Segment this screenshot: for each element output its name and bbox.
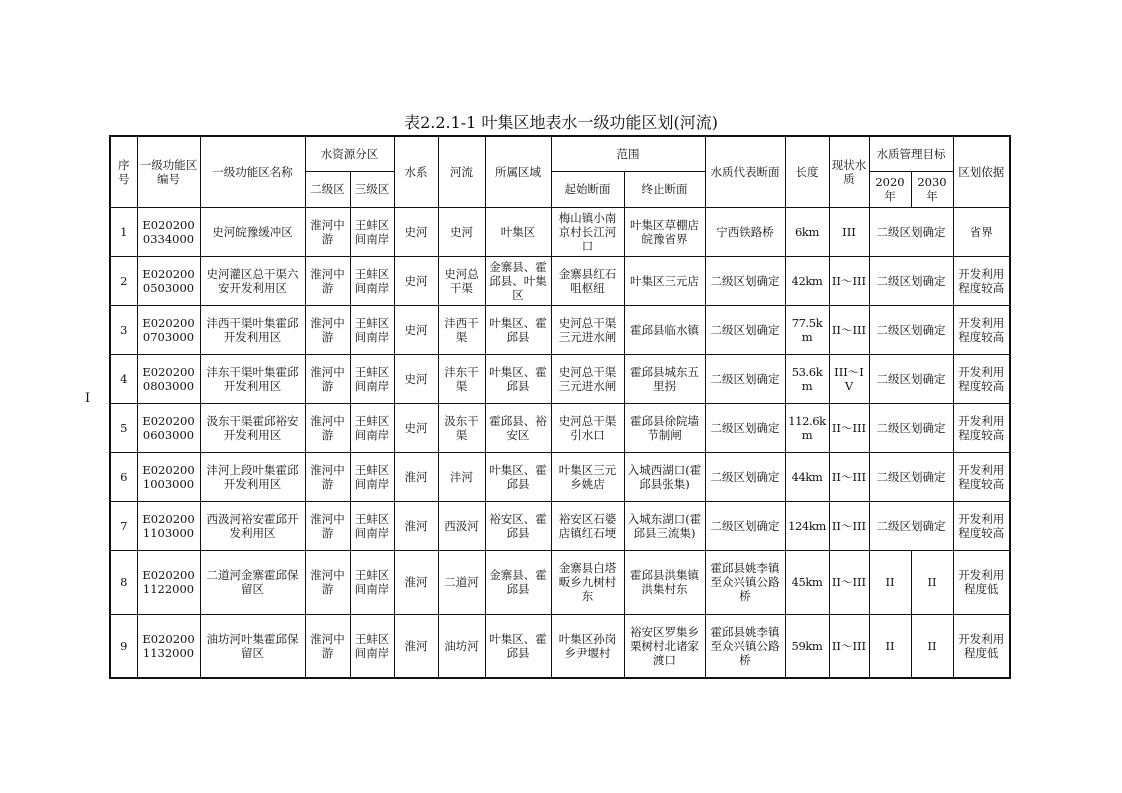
cell-length: 77.5km (785, 305, 829, 354)
header-end: 终止断面 (624, 171, 705, 207)
cell-seq: 4 (110, 354, 137, 403)
table-row (110, 452, 1010, 501)
cell-name: 沣西干渠叶集霍邱开发利用区 (200, 305, 305, 354)
cell-rep: 霍邱县姚李镇至众兴镇公路桥 (705, 614, 785, 678)
cell-start: 叶集区孙岗乡尹堰村 (551, 614, 624, 678)
cell-start: 金寨县红石咀枢纽 (551, 256, 624, 305)
cell-code: E0202001132000 (137, 614, 200, 678)
cell-level3: 王蚌区间南岸 (350, 403, 394, 452)
cell-system: 淮河 (394, 614, 438, 678)
cell-basis: 开发利用程度较高 (953, 501, 1010, 550)
cell-start: 裕安区石婆店镇红石埂 (551, 501, 624, 550)
cell-seq: 9 (110, 614, 137, 678)
cell-name: 二道河金寨霍邱保留区 (200, 550, 305, 614)
cell-code: E0202001003000 (137, 452, 200, 501)
cell-code: E0202000603000 (137, 403, 200, 452)
header-2030: 2030年 (911, 171, 953, 207)
header-rep: 水质代表断面 (705, 136, 785, 207)
cell-system: 淮河 (394, 501, 438, 550)
cell-area: 叶集区、霍邱县 (485, 452, 551, 501)
cell-name: 史河灌区总干渠六安开发利用区 (200, 256, 305, 305)
cell-end: 入城西湖口(霍邱县张集) (624, 452, 705, 501)
cell-code: E0202000703000 (137, 305, 200, 354)
cell-end: 裕安区罗集乡栗树村北诸家渡口 (624, 614, 705, 678)
cell-start: 叶集区三元乡姚店 (551, 452, 624, 501)
cell-target-2030: II (911, 550, 953, 614)
cell-river: 西汲河 (438, 501, 485, 550)
header-water-resource: 水资源分区 (305, 136, 394, 171)
cell-area: 叶集区、霍邱县 (485, 614, 551, 678)
table-row (110, 501, 1010, 550)
cell-system: 史河 (394, 256, 438, 305)
cell-quality: II～III (829, 305, 869, 354)
cell-river: 史河 (438, 207, 485, 256)
table-row (110, 354, 1010, 403)
cell-name: 沣东干渠叶集霍邱开发利用区 (200, 354, 305, 403)
cell-target: 二级区划确定 (869, 207, 953, 256)
cell-target-2020: II (869, 614, 911, 678)
header-level2: 二级区 (305, 171, 350, 207)
header-river: 河流 (438, 136, 485, 207)
cell-rep: 二级区划确定 (705, 501, 785, 550)
table-row (110, 614, 1010, 678)
cell-level2: 淮河中游 (305, 403, 350, 452)
cell-system: 史河 (394, 354, 438, 403)
cell-quality: II～III (829, 550, 869, 614)
cell-target: 二级区划确定 (869, 354, 953, 403)
cell-length: 6km (785, 207, 829, 256)
cell-area: 叶集区 (485, 207, 551, 256)
cell-level3: 王蚌区间南岸 (350, 305, 394, 354)
cell-name: 油坊河叶集霍邱保留区 (200, 614, 305, 678)
cell-code: E0202000803000 (137, 354, 200, 403)
cell-system: 史河 (394, 403, 438, 452)
cell-quality: II～III (829, 256, 869, 305)
cell-level2: 淮河中游 (305, 207, 350, 256)
cell-length: 112.6km (785, 403, 829, 452)
cell-river: 沣西干渠 (438, 305, 485, 354)
cell-rep: 宁西铁路桥 (705, 207, 785, 256)
cell-seq: 6 (110, 452, 137, 501)
table-row (110, 305, 1010, 354)
cell-level3: 王蚌区间南岸 (350, 550, 394, 614)
cell-level3: 王蚌区间南岸 (350, 614, 394, 678)
cell-rep: 二级区划确定 (705, 354, 785, 403)
table-title: 表2.2.1-1 叶集区地表水一级功能区划(河流) (404, 113, 718, 132)
cell-level2: 淮河中游 (305, 305, 350, 354)
cell-basis: 开发利用程度较高 (953, 256, 1010, 305)
cell-level3: 王蚌区间南岸 (350, 256, 394, 305)
cell-level2: 淮河中游 (305, 256, 350, 305)
cell-length: 59km (785, 614, 829, 678)
cell-name: 沣河上段叶集霍邱开发利用区 (200, 452, 305, 501)
header-seq: 序号 (110, 136, 137, 207)
cell-level2: 淮河中游 (305, 501, 350, 550)
cell-river: 沣东干渠 (438, 354, 485, 403)
cell-area: 裕安区、霍邱县 (485, 501, 551, 550)
cell-code: E0202001122000 (137, 550, 200, 614)
cell-level2: 淮河中游 (305, 614, 350, 678)
cell-end: 叶集区三元店 (624, 256, 705, 305)
cell-system: 史河 (394, 207, 438, 256)
cell-basis: 开发利用程度低 (953, 614, 1010, 678)
cell-system: 史河 (394, 305, 438, 354)
cell-basis: 开发利用程度较高 (953, 403, 1010, 452)
cell-area: 霍邱县、裕安区 (485, 403, 551, 452)
cell-quality: III (829, 207, 869, 256)
header-name: 一级功能区名称 (200, 136, 305, 207)
cell-start: 史河总干渠引水口 (551, 403, 624, 452)
cell-target-2030: II (911, 614, 953, 678)
header-quality: 现状水质 (829, 136, 869, 207)
header-basis: 区划依据 (953, 136, 1010, 207)
cell-quality: II～III (829, 501, 869, 550)
cell-river: 史河总干渠 (438, 256, 485, 305)
cell-area: 叶集区、霍邱县 (485, 305, 551, 354)
cell-target: 二级区划确定 (869, 501, 953, 550)
cell-end: 叶集区草棚店皖豫省界 (624, 207, 705, 256)
cell-seq: 1 (110, 207, 137, 256)
cell-level3: 王蚌区间南岸 (350, 501, 394, 550)
page-number: I (85, 391, 91, 406)
cell-rep: 二级区划确定 (705, 305, 785, 354)
cell-river: 二道河 (438, 550, 485, 614)
cell-end: 霍邱县洪集镇洪集村东 (624, 550, 705, 614)
cell-basis: 省界 (953, 207, 1010, 256)
cell-code: E0202000503000 (137, 256, 200, 305)
cell-river: 油坊河 (438, 614, 485, 678)
header-start: 起始断面 (551, 171, 624, 207)
cell-basis: 开发利用程度较高 (953, 354, 1010, 403)
cell-level2: 淮河中游 (305, 550, 350, 614)
cell-end: 霍邱县城东五里拐 (624, 354, 705, 403)
cell-rep: 霍邱县姚李镇至众兴镇公路桥 (705, 550, 785, 614)
cell-basis: 开发利用程度较高 (953, 452, 1010, 501)
header-2020: 2020年 (869, 171, 911, 207)
cell-seq: 2 (110, 256, 137, 305)
cell-target: 二级区划确定 (869, 256, 953, 305)
cell-end: 入城东湖口(霍邱县三流集) (624, 501, 705, 550)
header-system: 水系 (394, 136, 438, 207)
cell-seq: 8 (110, 550, 137, 614)
cell-start: 史河总干渠三元进水闸 (551, 305, 624, 354)
cell-system: 淮河 (394, 550, 438, 614)
cell-quality: II～III (829, 452, 869, 501)
cell-end: 霍邱县徐院墙节制闸 (624, 403, 705, 452)
cell-length: 53.6km (785, 354, 829, 403)
table-row (110, 207, 1010, 256)
cell-basis: 开发利用程度低 (953, 550, 1010, 614)
cell-code: E0202000334000 (137, 207, 200, 256)
cell-river: 沣河 (438, 452, 485, 501)
cell-target-2020: II (869, 550, 911, 614)
cell-length: 42km (785, 256, 829, 305)
cell-start: 金寨县白塔畈乡九树村东 (551, 550, 624, 614)
cell-start: 梅山镇小南京村长江河口 (551, 207, 624, 256)
cell-rep: 二级区划确定 (705, 403, 785, 452)
cell-level3: 王蚌区间南岸 (350, 354, 394, 403)
cell-system: 淮河 (394, 452, 438, 501)
cell-level2: 淮河中游 (305, 452, 350, 501)
cell-seq: 3 (110, 305, 137, 354)
table-row (110, 256, 1010, 305)
cell-quality: II～III (829, 614, 869, 678)
cell-start: 史河总干渠三元进水闸 (551, 354, 624, 403)
cell-rep: 二级区划确定 (705, 256, 785, 305)
cell-length: 45km (785, 550, 829, 614)
cell-area: 金寨县、霍邱县、叶集区 (485, 256, 551, 305)
cell-seq: 7 (110, 501, 137, 550)
cell-target: 二级区划确定 (869, 403, 953, 452)
cell-quality: II～III (829, 403, 869, 452)
cell-name: 史河皖豫缓冲区 (200, 207, 305, 256)
header-level3: 三级区 (350, 171, 394, 207)
function-zone-table (109, 135, 1011, 679)
cell-name: 汲东干渠霍邱裕安开发利用区 (200, 403, 305, 452)
cell-quality: III～IV (829, 354, 869, 403)
table-row (110, 550, 1010, 614)
cell-basis: 开发利用程度较高 (953, 305, 1010, 354)
header-code: 一级功能区编号 (137, 136, 200, 207)
cell-area: 叶集区、霍邱县 (485, 354, 551, 403)
table-row (110, 403, 1010, 452)
cell-rep: 二级区划确定 (705, 452, 785, 501)
cell-length: 44km (785, 452, 829, 501)
cell-level2: 淮河中游 (305, 354, 350, 403)
cell-end: 霍邱县临水镇 (624, 305, 705, 354)
cell-length: 124km (785, 501, 829, 550)
cell-river: 汲东干渠 (438, 403, 485, 452)
header-target: 水质管理目标 (869, 136, 953, 171)
header-range: 范围 (551, 136, 705, 171)
header-length: 长度 (785, 136, 829, 207)
cell-area: 金寨县、霍邱县 (485, 550, 551, 614)
cell-seq: 5 (110, 403, 137, 452)
cell-code: E0202001103000 (137, 501, 200, 550)
cell-level3: 王蚌区间南岸 (350, 452, 394, 501)
cell-name: 西汲河裕安霍邱开发利用区 (200, 501, 305, 550)
cell-target: 二级区划确定 (869, 305, 953, 354)
cell-level3: 王蚌区间南岸 (350, 207, 394, 256)
cell-target: 二级区划确定 (869, 452, 953, 501)
header-area: 所属区域 (485, 136, 551, 207)
